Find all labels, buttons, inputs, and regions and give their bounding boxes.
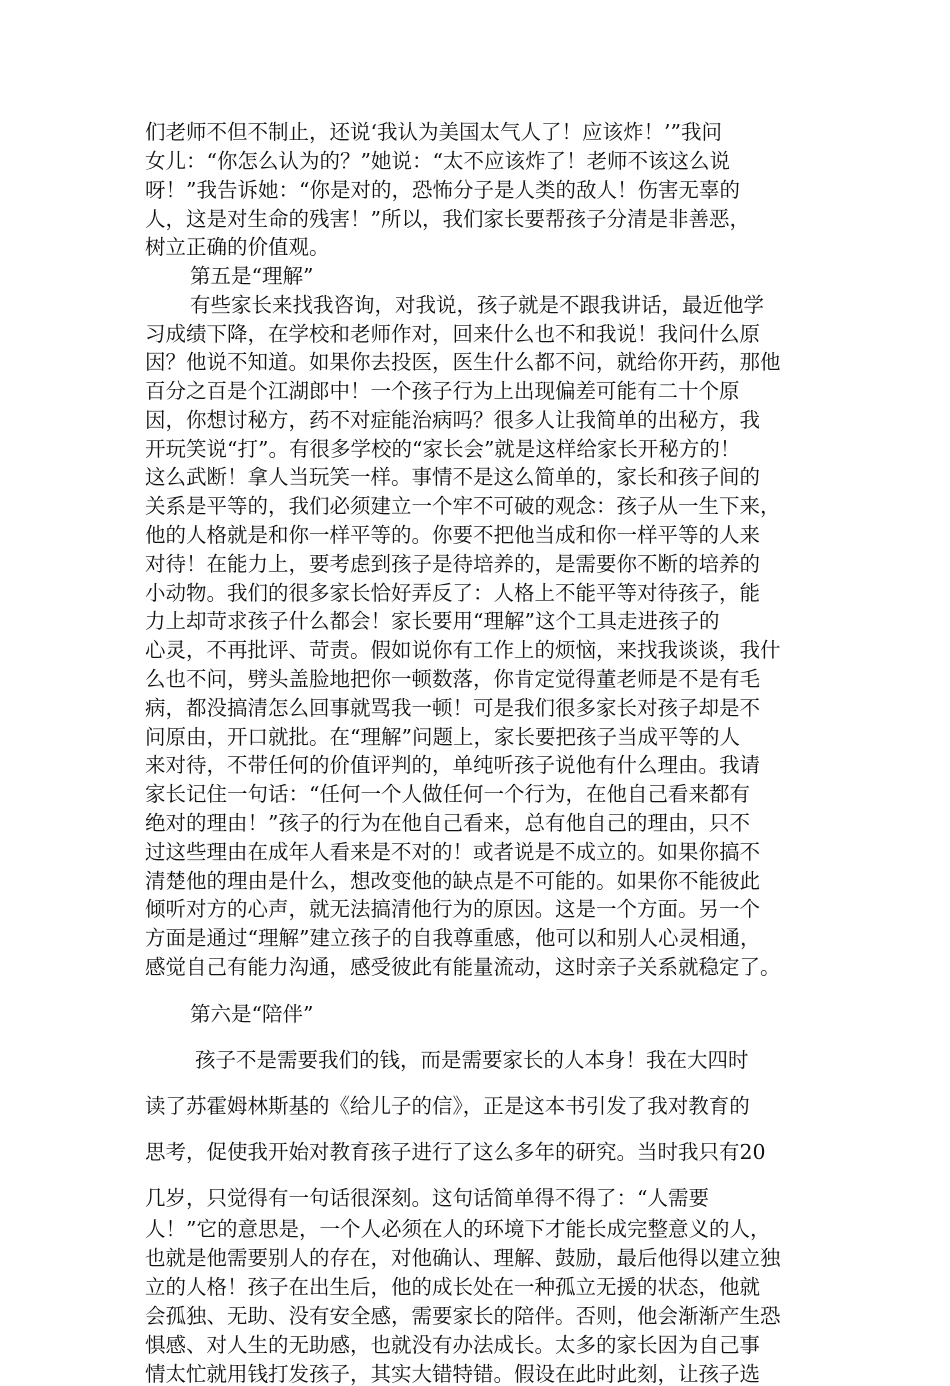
text-line: 孩子不是需要我们的钱，而是需要家长的人本身！我在大四时 (195, 1048, 749, 1072)
text-line: 问原由，开口就批。在“理解”问题上，家长要把孩子当成平等的人 (145, 725, 740, 749)
text-line: 感觉自己有能力沟通，感受彼此有能量流动，这时亲子关系就稳定了。 (145, 955, 781, 979)
text-line: 心灵，不再批评、苛责。假如说你有工作上的烦恼，来找我谈谈，我什 (145, 638, 781, 662)
text-line: 关系是平等的，我们必须建立一个牢不可破的观念：孩子从一生下来， (145, 494, 781, 518)
text-line: 么也不问，劈头盖脸地把你一顿数落，你肯定觉得董老师是不是有毛 (145, 667, 760, 691)
text-line: 对待！在能力上，要考虑到孩子是待培养的，是需要你不断的培养的 (145, 552, 760, 576)
section-heading: 第五是“理解” (190, 264, 314, 288)
text-line: 病，都没搞清怎么回事就骂我一顿！可是我们很多家长对孩子却是不 (145, 696, 760, 720)
text-line: 来对待，不带任何的价值评判的，单纯听孩子说他有什么理由。我请 (145, 753, 760, 777)
text-line: 人，这是对生命的残害！”所以，我们家长要帮孩子分清是非善恶， (145, 207, 750, 231)
section-heading: 第六是“陪伴” (190, 1002, 314, 1026)
text-line: 女儿：“你怎么认为的？”她说：“太不应该炸了！老师不该这么说 (145, 149, 730, 173)
text-line: 思考，促使我开始对教育孩子进行了这么多年的研究。当时我只有20 (145, 1140, 766, 1164)
text-line: 情太忙就用钱打发孩子，其实大错特错。假设在此时此刻，让孩子选 (145, 1362, 760, 1386)
text-line: 习成绩下降，在学校和老师作对，回来什么也不和我说！我问什么原 (145, 322, 760, 346)
text-line: 开玩笑说“打”。有很多学校的“家长会”就是这样给家长开秘方的！ (145, 437, 741, 461)
text-line: 几岁，只觉得有一句话很深刻。这句话简单得不得了：“人需要 (145, 1186, 709, 1210)
text-line: 惧感、对人生的无助感，也就没有办法成长。太多的家长因为自己事 (145, 1333, 760, 1357)
text-line: 读了苏霍姆林斯基的《给儿子的信》，正是这本书引发了我对教育的 (145, 1094, 750, 1118)
text-line: 力上却苛求孩子什么都会！家长要用“理解”这个工具走进孩子的 (145, 609, 720, 633)
text-line: 清楚他的理由是什么，想改变他的缺点是不可能的。如果你不能彼此 (145, 869, 760, 893)
text-line: 倾听对方的心声，就无法搞清他行为的原因。这是一个方面。另一个 (145, 897, 760, 921)
text-line: 人！”它的意思是，一个人必须在人的环境下才能长成完整意义的人， (145, 1217, 771, 1241)
text-line: 百分之百是个江湖郎中！一个孩子行为上出现偏差可能有二十个原 (145, 379, 740, 403)
text-line: 方面是通过“理解”建立孩子的自我尊重感，他可以和别人心灵相通， (145, 926, 761, 950)
text-line: 呀！”我告诉她：“你是对的，恐怖分子是人类的敌人！伤害无辜的 (145, 178, 740, 202)
text-line: 立的人格！孩子在出生后，他的成长处在一种孤立无援的状态，他就 (145, 1275, 760, 1299)
text-line: 他的人格就是和你一样平等的。你要不把他当成和你一样平等的人来 (145, 523, 760, 547)
text-line: 有些家长来找我咨询，对我说，孩子就是不跟我讲话，最近他学 (190, 293, 764, 317)
text-line: 绝对的理由！”孩子的行为在他自己看来，总有他自己的理由，只不 (145, 811, 750, 835)
text-line: 会孤独、无助、没有安全感，需要家长的陪伴。否则，他会渐渐产生恐 (145, 1304, 781, 1328)
text-line: 因？他说不知道。如果你去投医，医生什么都不问，就给你开药，那他 (145, 350, 781, 374)
text-line: 树立正确的价值观。 (145, 235, 330, 259)
text-line: 过这些理由在成年人看来是不对的！或者说是不成立的。如果你搞不 (145, 840, 760, 864)
text-line: 这么武断！拿人当玩笑一样。事情不是这么简单的，家长和孩子间的 (145, 465, 760, 489)
text-line: 因，你想讨秘方，药不对症能治病吗？很多人让我简单的出秘方，我 (145, 408, 760, 432)
text-line: 小动物。我们的很多家长恰好弄反了：人格上不能平等对待孩子，能 (145, 581, 760, 605)
text-line: 也就是他需要别人的存在，对他确认、理解、鼓励，最后他得以建立独 (145, 1246, 781, 1270)
text-line: 们老师不但不制止，还说‘我认为美国太气人了！应该炸！’”我问 (145, 120, 723, 144)
text-line: 家长记住一句话：“任何一个人做任何一个行为，在他自己看来都有 (145, 782, 750, 806)
